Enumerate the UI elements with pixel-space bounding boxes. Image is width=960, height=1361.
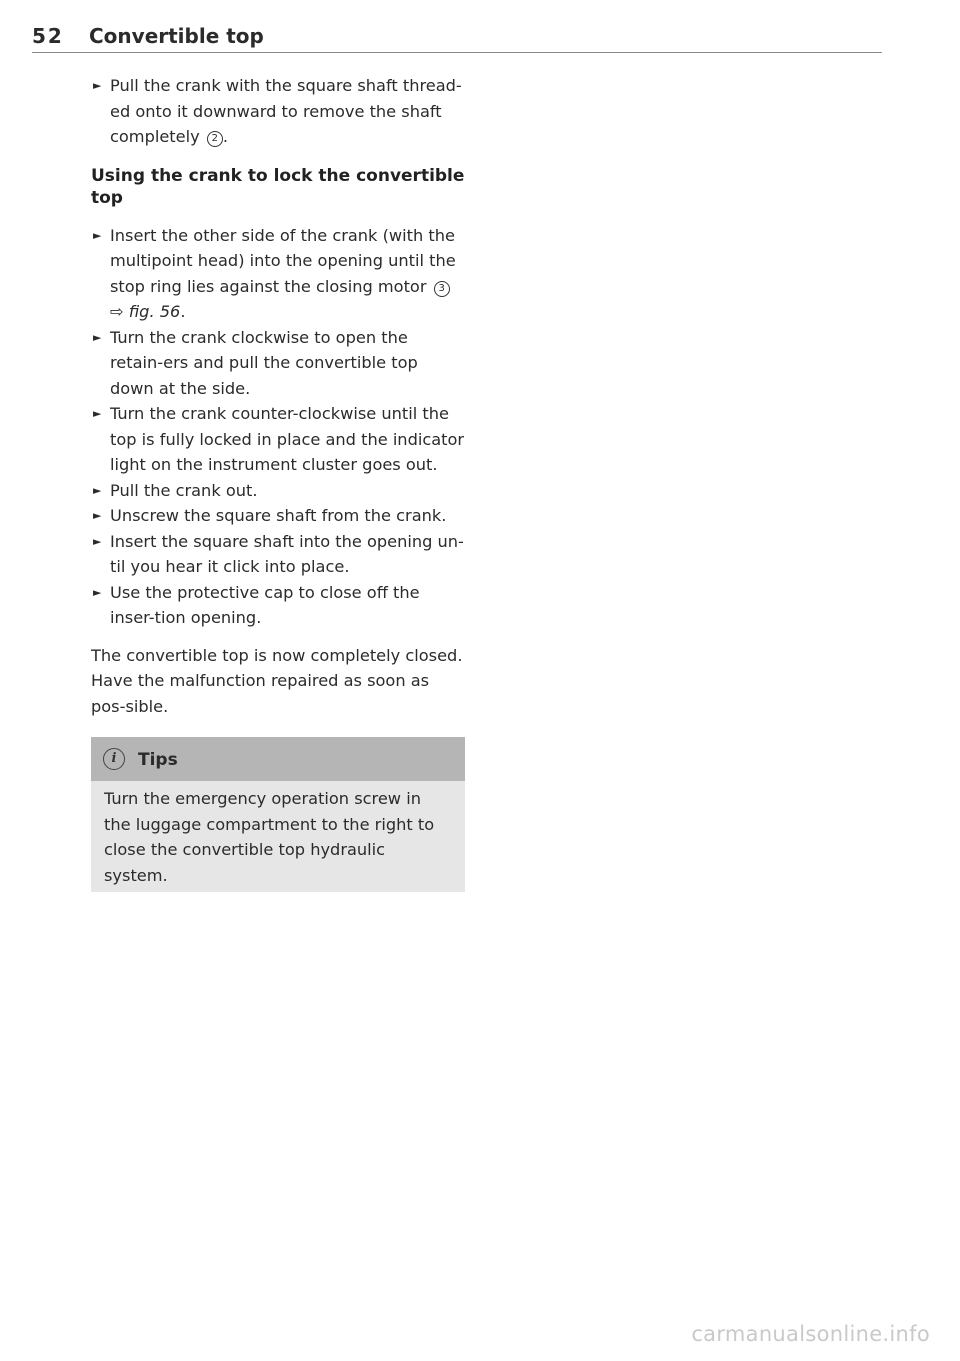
triangle-bullet-icon: ► bbox=[93, 483, 102, 497]
tips-header bbox=[91, 737, 465, 781]
triangle-bullet-icon: ► bbox=[93, 228, 102, 242]
instruction-step bbox=[91, 325, 465, 402]
main-column bbox=[91, 73, 465, 892]
instruction-step bbox=[91, 529, 465, 580]
closing-paragraph: The convertible top is now completely closed. Have the malfunction repaired as soon as pos-sible. bbox=[91, 645, 463, 716]
step-text: Insert the square shaft into the opening un-til you hear it click into place. bbox=[110, 531, 464, 576]
info-icon: i bbox=[103, 748, 125, 770]
tips-body: Turn the emergency operation screw in the luggage compartment to the right to close the convertible top hydraulic system. bbox=[104, 789, 435, 885]
triangle-bullet-icon: ► bbox=[93, 79, 102, 92]
instruction-step bbox=[91, 503, 465, 529]
triangle-bullet-icon: ► bbox=[93, 330, 102, 344]
tips-title: Tips bbox=[138, 750, 178, 770]
step-text: Unscrew the square shaft from the crank. bbox=[110, 506, 447, 525]
subheading: Using the crank to lock the convertible top bbox=[91, 165, 465, 208]
triangle-bullet-icon: ► bbox=[93, 534, 102, 548]
step-text: Insert the other side of the crank (with the multipoint head) into the opening until the stop ring lies against the closing motor bbox=[110, 225, 456, 296]
callout-marker: 3 bbox=[434, 281, 450, 297]
instruction-step: ► Insert the other side of the crank (with the multipoint head) into the opening until the stop ring lies against the closing motor 3 ⇨ fig. 56. bbox=[91, 223, 465, 325]
instruction-step: ► Pull the crank with the square shaft thread-ed onto it downward to remove the shaft completely 2 . bbox=[91, 73, 465, 150]
instruction-step bbox=[91, 580, 465, 631]
watermark: carmanualsonline.info bbox=[691, 1322, 930, 1346]
callout-marker: 2 bbox=[207, 131, 223, 147]
triangle-bullet-icon: ► bbox=[93, 509, 102, 522]
figure-reference-link[interactable]: ⇨ fig. 56 bbox=[110, 302, 181, 321]
page-header bbox=[32, 22, 882, 53]
page-number: 52 bbox=[32, 24, 64, 48]
step-text: Pull the crank out. bbox=[110, 480, 258, 500]
step-text: Turn the crank counter-clockwise until the top is fully locked in place and the indicator light on the instrument cluster goes out. bbox=[110, 404, 465, 474]
triangle-bullet-icon: ► bbox=[93, 585, 102, 599]
step-text: Turn the crank clockwise to open the retain-ers and pull the convertible top down at the side. bbox=[110, 327, 418, 398]
step-text: Use the protective cap to close off the inser-tion opening. bbox=[110, 582, 420, 627]
instruction-step bbox=[91, 401, 465, 478]
instruction-step bbox=[91, 478, 465, 504]
section-title: Convertible top bbox=[89, 24, 264, 48]
step-text: Pull the crank with the square shaft thread-ed onto it downward to remove the shaft completely bbox=[110, 76, 462, 146]
tips-box bbox=[91, 737, 465, 892]
triangle-bullet-icon: ► bbox=[93, 407, 102, 420]
